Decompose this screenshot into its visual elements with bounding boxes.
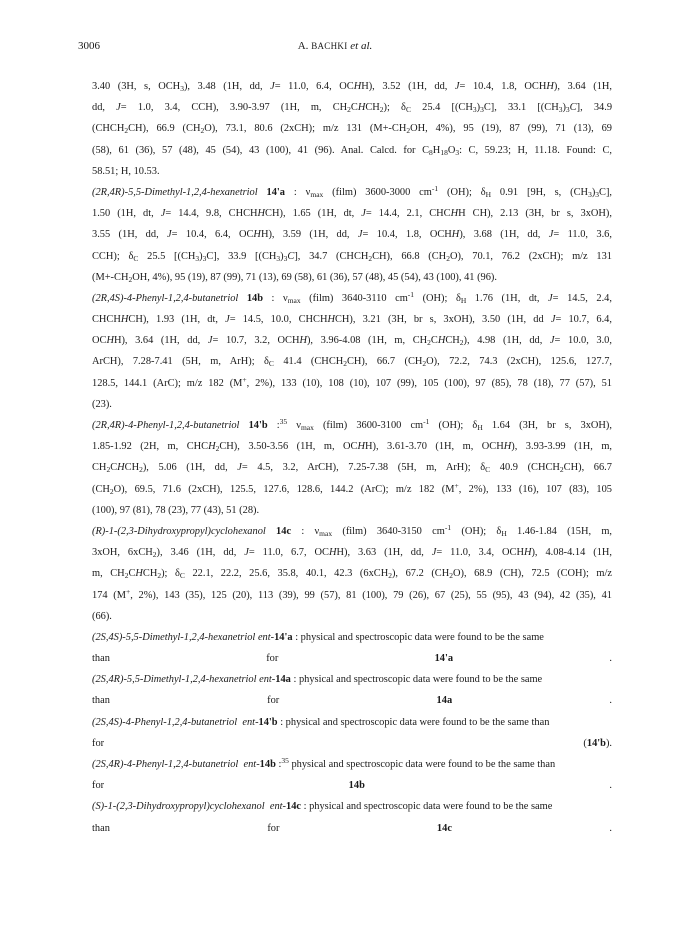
text-line: than for 14a . (92, 695, 613, 707)
experimental-data-body (92, 76, 612, 839)
text-line: 3.40 (3H, s, $OCH_3$), 3.48 (1H, dd, J= 11.0, 6.4, OCHH), 3.52 (1H, dd, J= 10.4, 1.8, OCHH), 3.64 (1H, (92, 81, 612, 93)
text-line: ($M+-CH_2OH$, 4%), 95 (19), 87 (99), 71 (13), 69 (58), 61 (36), 57 (48), 45 (54), 43 (100), 41 (96). (92, 271, 497, 284)
text-line: (2S,4R)-4-Phenyl-1,2,4-butanetriol ent-14b :$^{35}$ physical and spectroscopic data were found to be the same than (92, 756, 556, 770)
text-line: (2R,4R)-5,5-Dimethyl-1,2,4-hexanetriol 14'a : $\nu_{max}$ (film) 3600-3000 $cm^{-1}$ (OH); $\delta_H$ 0.91 [9H, s, $(CH_3)_3C$], (92, 183, 613, 199)
text-line: ArCH), 7.28-7.41 (5H, m, ArH); $\delta_C$ 41.4 $(CHCH_2CH)$, 66.7 $(CH_2O)$, 72.2, 74.3 (2xCH), 125.6, 127.7, (92, 356, 612, 369)
text-line: 58.51; H, 10.53. (92, 165, 160, 177)
text-line: CCH); $\delta_C$ 25.5 $[(CH_3)_3C]$, 33.9 $[(CH_3)_3C]$, 34.7 $(CHCH_2CH)$, 66.8 $(CH_2O)$, 70.1, 76.2 (2xCH); m/z 131 (92, 250, 612, 263)
text-line: than for 14c . (92, 822, 612, 834)
page-header (78, 40, 592, 56)
running-head (78, 40, 592, 52)
text-line: 1.85-1.92 (2H, m, $CHCH_2CH$), 3.50-3.56 (1H, m, OCHH), 3.61-3.70 (1H, m, OCHH), 3.93-3.99 (1H, m, (92, 441, 613, 454)
text-line: m, $CH_2CHCH_2$); $\delta_C$ 22.1, 22.2, 25.6, 35.8, 40.1, 42.3 (6xCH$_2$), 67.2 $(CH_2O)$, 68.9 (CH), 72.5 (COH); m/z (92, 568, 612, 581)
text-line: 128.5, 144.1 (ArC); m/z 182 (M+, 2%), 133 (10), 108 (10), 107 (99), 105 (100), 97 (85), 78 (18), 77 (57), 51 (92, 374, 612, 389)
text-line: for (14'b). (92, 737, 612, 749)
author-surname: BACHKI (311, 41, 348, 51)
text-line: (2R,4R)-4-Phenyl-1,2,4-butanetriol 14'b :$^{35}$ $\nu_{max}$ (film) 3600-3100 $cm^{-1}$ (OH); $\delta_H$ 1.64 (3H, br s, 3xOH), (92, 417, 612, 432)
text-line: (2S,4S)-4-Phenyl-1,2,4-butanetriol ent-14'b : physical and spectroscopic data were found to be the same than (92, 716, 550, 728)
text-line: (23). (92, 398, 112, 410)
text-line: (58), 61 (36), 57 (48), 45 (54), 43 (100), 41 (96). Anal. Calcd. for $C_8H_{18}O_3$: C, 59.23; H, 11.18. Found: C, (92, 144, 612, 157)
text-line: $(CH_2O)$, 69.5, 71.6 (2xCH), 125.5, 127.6, 128.6, 144.2 (ArC); m/z 182 (M+, 2%), 133 (16), 107 (83), 105 (92, 480, 612, 496)
author-initial: A. (297, 40, 309, 52)
text-line: OCHH), 3.64 (1H, dd, J= 10.7, 3.2, OCHH), 3.96-4.08 (1H, m, $CH_2CHCH_2$), 4.98 (1H, dd, J= 10.0, 3.0, (92, 335, 612, 348)
text-line: (2S,4S)-5,5-Dimethyl-1,2,4-hexanetriol ent-14'a : physical and spectroscopic data were found to be the same (92, 631, 544, 643)
text-line: 3.55 (1H, dd, J= 10.4, 6.4, OCHH), 3.59 (1H, dd, J= 10.4, 1.8, OCHH), 3.68 (1H, dd, J= 11.0, 3.6, (92, 229, 612, 241)
text-line: 174 (M+, 2%), 143 (35), 125 (20), 113 (39), 99 (57), 81 (100), 79 (26), 67 (25), 55 (95), 43 (94), 42 (35), 41 (92, 586, 612, 601)
text-line: (S)-1-(2,3-Dihydroxypropyl)cyclohexanol ent-14c : physical and spectroscopic data were found to be the same (92, 801, 553, 813)
text-line: 1.50 (1H, dt, J= 14.4, 9.8, CHCHHCH), 1.65 (1H, dt, J= 14.4, 2.1, CHCHH CH), 2.13 (3H, br s, 3xOH), (92, 208, 612, 220)
text-line: (R)-1-(2,3-Dihydroxypropyl)cyclohexanol 14c : $\nu_{max}$ (film) 3640-3150 $cm^{-1}$ (OH); $\delta_H$ 1.46-1.84 (15H, m, (92, 522, 612, 538)
text-line: $CH_2CHCH_2$), 5.06 (1H, dd, J= 4.5, 3.2, ArCH), 7.25-7.38 (5H, m, ArH); $\delta_C$ 40.9 $(CHCH_2CH)$, 66.7 (92, 462, 612, 475)
page-number: 3006 (78, 40, 100, 52)
text-line: CHCHHCH), 1.93 (1H, dt, J= 14.5, 10.0, CHCHHCH), 3.21 (3H, br s, 3xOH), 3.50 (1H, dd J= 10.7, 6.4, (92, 314, 612, 326)
text-line: 3xOH, 6xCH$_2$), 3.46 (1H, dd, J= 11.0, 6.7, OCHH), 3.63 (1H, dd, J= 11.0, 3.4, OCHH), 4.08-4.14 (1H, (92, 547, 612, 560)
text-line: (2S,4R)-5,5-Dimethyl-1,2,4-hexanetriol ent-14a : physical and spectroscopic data were found to be the same (92, 674, 543, 686)
text-line: dd, J= 1.0, 3.4, CCH), 3.90-3.97 (1H, m, $CH_2CHCH_2$); $\delta_C$ 25.4 $[(CH_3)_3C]$, 33.1 $[(CH_3)_3C]$, 34.9 (92, 102, 613, 115)
text-line: than for 14'a . (92, 653, 612, 665)
text-line: (100), 97 (81), 78 (23), 77 (43), 51 (28). (92, 504, 260, 516)
text-line: (66). (92, 610, 112, 622)
text-line: (2R,4S)-4-Phenyl-1,2,4-butanetriol 14b : $\nu_{max}$ (film) 3640-3110 $cm^{-1}$ (OH); $\delta_H$ 1.76 (1H, dt, J= 14.5, 2.4, (92, 289, 612, 305)
text-line: for 14b . (92, 780, 612, 792)
et-al: et al. (350, 40, 373, 52)
text-line: $(CHCH_2CH)$, 66.9 $(CH_2O)$, 73.1, 80.6 (2xCH); m/z 131 ($M+-CH_2OH$, 4%), 95 (19), 87 (99), 71 (13), 69 (92, 123, 612, 136)
